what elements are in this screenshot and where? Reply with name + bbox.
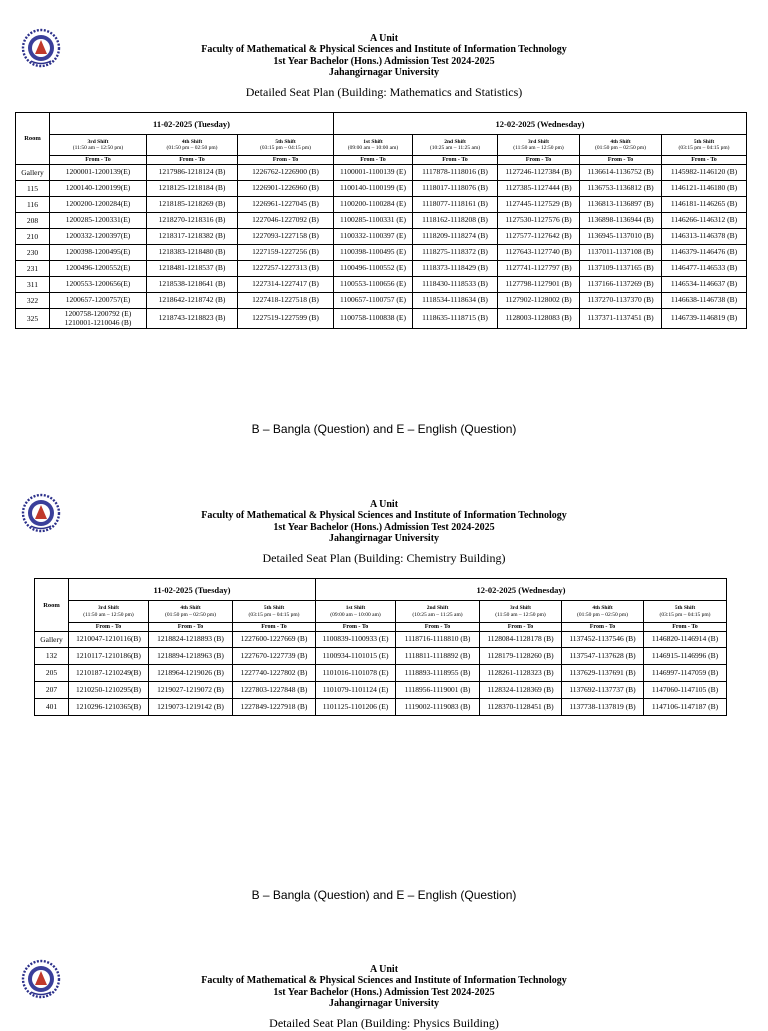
roll-range-cell: 1210187-1210249(B)	[69, 665, 149, 682]
from-to-header: From - To	[50, 156, 147, 165]
roll-range-cell: 1210047-1210116(B)	[69, 632, 149, 648]
roll-range-cell: 1118430-1118533 (B)	[413, 277, 498, 293]
from-to-header: From - To	[413, 156, 498, 165]
document-header	[0, 964, 768, 1010]
from-to-header: From - To	[562, 623, 644, 632]
roll-range-cell: 1127643-1127740 (B)	[498, 245, 580, 261]
roll-range-cell: 1146121-1146180 (B)	[662, 181, 747, 197]
shift-header: 1st Shift (09:00 am – 10:00 am)	[316, 601, 396, 623]
roll-range-cell: 1219027-1219072 (B)	[149, 682, 233, 699]
roll-range-cell: 1218743-1218823 (B)	[147, 309, 238, 329]
shift-header: 3rd Shift (11:50 am – 12:50 pm)	[498, 135, 580, 156]
roll-range-cell: 1119002-1119083 (B)	[396, 699, 480, 716]
roll-range-cell: 1200496-1200552(E)	[50, 261, 147, 277]
test-name: 1st Year Bachelor (Hons.) Admission Test 2024-2025	[273, 55, 495, 67]
roll-range-cell: 1128324-1128369 (B)	[480, 682, 562, 699]
roll-range-cell: 1137692-1137737 (B)	[562, 682, 644, 699]
roll-range-cell: 1145982-1146120 (B)	[662, 165, 747, 181]
roll-range-cell: 1100140-1100199 (E)	[334, 181, 413, 197]
from-to-header: From - To	[480, 623, 562, 632]
roll-range-cell: 1137629-1137691 (B)	[562, 665, 644, 682]
page-title: Detailed Seat Plan (Building: Physics Building)	[269, 1016, 499, 1030]
room-number: 205	[35, 665, 69, 682]
roll-range-cell: 1137011-1137108 (B)	[580, 245, 662, 261]
roll-range-cell: 1100285-1100331 (E)	[334, 213, 413, 229]
from-to-header: From - To	[580, 156, 662, 165]
roll-range-cell: 1127246-1127384 (B)	[498, 165, 580, 181]
roll-range-cell: 1146477-1146533 (B)	[662, 261, 747, 277]
room-number: 207	[35, 682, 69, 699]
roll-range-cell: 1146181-1146265 (B)	[662, 197, 747, 213]
roll-range-cell: 1118373-1118429 (B)	[413, 261, 498, 277]
roll-range-cell: 1146915-1146996 (B)	[644, 648, 727, 665]
roll-range-cell: 1136813-1136897 (B)	[580, 197, 662, 213]
roll-range-cell: 1200001-1200139(E)	[50, 165, 147, 181]
date-header-tuesday: 11-02-2025 (Tuesday)	[69, 579, 316, 601]
roll-range-cell: 1100200-1100284 (E)	[334, 197, 413, 213]
room-number: 401	[35, 699, 69, 716]
university-name: Jahangirnagar University	[328, 998, 440, 1010]
roll-range-cell: 1118077-1118161 (B)	[413, 197, 498, 213]
roll-range-cell: 1128261-1128323 (B)	[480, 665, 562, 682]
shift-header: 3rd Shift (11:50 am – 12:50 pm)	[50, 135, 147, 156]
university-name: Jahangirnagar University	[328, 67, 440, 79]
room-number: Gallery	[16, 165, 50, 181]
roll-range-cell: 1118811-1118892 (B)	[396, 648, 480, 665]
university-name: Jahangirnagar University	[328, 533, 440, 545]
roll-range-cell: 1128003-1128083 (B)	[498, 309, 580, 329]
roll-range-cell: 1210250-1210295(B)	[69, 682, 149, 699]
room-number: 311	[16, 277, 50, 293]
date-header-wednesday: 12-02-2025 (Wednesday)	[316, 579, 727, 601]
test-name: 1st Year Bachelor (Hons.) Admission Test 2024-2025	[273, 521, 495, 533]
table-row	[16, 245, 747, 261]
roll-range-cell: 1227519-1227599 (B)	[238, 309, 334, 329]
shift-header: 4th Shift (01:50 pm – 02:50 pm)	[562, 601, 644, 623]
faculty-name: Faculty of Mathematical & Physical Sciences and Institute of Information Technology	[201, 44, 567, 56]
roll-range-cell: 1137166-1137269 (B)	[580, 277, 662, 293]
roll-range-cell: 1118534-1118634 (B)	[413, 293, 498, 309]
unit-name: A Unit	[369, 33, 399, 44]
legend-note: B – Bangla (Question) and E – English (Question)	[251, 422, 517, 436]
roll-range-cell: 1127577-1127642 (B)	[498, 229, 580, 245]
roll-range-cell: 1127798-1127901 (B)	[498, 277, 580, 293]
roll-range-cell: 1118162-1118208 (B)	[413, 213, 498, 229]
roll-range-cell: 1137109-1137165 (B)	[580, 261, 662, 277]
roll-range-cell: 1218383-1218480 (B)	[147, 245, 238, 261]
from-to-header: From - To	[662, 156, 747, 165]
roll-range-cell: 1227314-1227417 (B)	[238, 277, 334, 293]
roll-range-cell: 1218824-1218893 (B)	[149, 632, 233, 648]
roll-range-cell: 1146638-1146738 (B)	[662, 293, 747, 309]
table-row	[16, 309, 747, 329]
shift-header: 3rd Shift (11:50 am – 12:50 pm)	[69, 601, 149, 623]
table-row	[35, 632, 727, 648]
room-number: 210	[16, 229, 50, 245]
from-to-header: From - To	[334, 156, 413, 165]
room-number: Gallery	[35, 632, 69, 648]
roll-range-cell: 1136753-1136812 (B)	[580, 181, 662, 197]
room-number: 325	[16, 309, 50, 329]
faculty-name: Faculty of Mathematical & Physical Sciences and Institute of Information Technology	[201, 975, 567, 987]
roll-range-cell: 1227418-1227518 (B)	[238, 293, 334, 309]
table-row	[16, 213, 747, 229]
roll-range-cell: 1127445-1127529 (B)	[498, 197, 580, 213]
table-row	[35, 648, 727, 665]
roll-range-cell: 1100657-1100757 (E)	[334, 293, 413, 309]
roll-range-cell: 1128370-1128451 (B)	[480, 699, 562, 716]
roll-range-cell: 1100496-1100552 (E)	[334, 261, 413, 277]
roll-range-cell: 1136898-1136944 (B)	[580, 213, 662, 229]
table-row	[35, 682, 727, 699]
roll-range-cell: 1200285-1200331(E)	[50, 213, 147, 229]
room-number: 230	[16, 245, 50, 261]
table-row	[16, 197, 747, 213]
roll-range-cell: 1128179-1128260 (B)	[480, 648, 562, 665]
roll-range-cell: 1218964-1219026 (B)	[149, 665, 233, 682]
roll-range-cell: 1100001-1100139 (E)	[334, 165, 413, 181]
table-row	[16, 181, 747, 197]
roll-range-cell: 1226762-1226900 (B)	[238, 165, 334, 181]
roll-range-cell: 1100758-1100838 (E)	[334, 309, 413, 329]
from-to-header: From - To	[69, 623, 149, 632]
table-row	[16, 277, 747, 293]
roll-range-cell: 1200758-1200792 (E) 1210001-1210046 (B)	[50, 309, 147, 329]
roll-range-cell: 1200140-1200199(E)	[50, 181, 147, 197]
roll-range-cell: 1146313-1146378 (B)	[662, 229, 747, 245]
table-row	[16, 293, 747, 309]
roll-range-cell: 1227046-1227092 (B)	[238, 213, 334, 229]
date-header-tuesday: 11-02-2025 (Tuesday)	[50, 113, 334, 135]
roll-range-cell: 1146534-1146637 (B)	[662, 277, 747, 293]
roll-range-cell: 1117878-1118016 (B)	[413, 165, 498, 181]
roll-range-cell: 1200657-1200757(E)	[50, 293, 147, 309]
roll-range-cell: 1127530-1127576 (B)	[498, 213, 580, 229]
room-header: Room	[16, 113, 50, 165]
roll-range-cell: 1147060-1147105 (B)	[644, 682, 727, 699]
from-to-header: From - To	[644, 623, 727, 632]
table-row	[16, 229, 747, 245]
roll-range-cell: 1146739-1146819 (B)	[662, 309, 747, 329]
from-to-header: From - To	[316, 623, 396, 632]
roll-range-cell: 1118716-1118810 (B)	[396, 632, 480, 648]
shift-header: 3rd Shift (11:50 am – 12:50 pm)	[480, 601, 562, 623]
roll-range-cell: 1227740-1227802 (B)	[233, 665, 316, 682]
roll-range-cell: 1146266-1146312 (B)	[662, 213, 747, 229]
room-number: 208	[16, 213, 50, 229]
roll-range-cell: 1127902-1128002 (B)	[498, 293, 580, 309]
legend-note: B – Bangla (Question) and E – English (Question)	[251, 888, 517, 902]
document-header	[0, 33, 768, 79]
roll-range-cell: 1226961-1227045 (B)	[238, 197, 334, 213]
shift-header: 4th Shift (01:50 pm – 02:50 pm)	[147, 135, 238, 156]
room-number: 231	[16, 261, 50, 277]
roll-range-cell: 1137547-1137628 (B)	[562, 648, 644, 665]
from-to-header: From - To	[238, 156, 334, 165]
roll-range-cell: 1100332-1100397 (E)	[334, 229, 413, 245]
room-number: 115	[16, 181, 50, 197]
roll-range-cell: 1118635-1118715 (B)	[413, 309, 498, 329]
shift-header: 4th Shift (01:50 pm – 02:50 pm)	[580, 135, 662, 156]
roll-range-cell: 1227159-1227256 (B)	[238, 245, 334, 261]
roll-range-cell: 1147106-1147187 (B)	[644, 699, 727, 716]
seat-plan-table	[34, 578, 727, 716]
roll-range-cell: 1118956-1119001 (B)	[396, 682, 480, 699]
shift-header: 5th Shift (03:15 pm – 04:15 pm)	[644, 601, 727, 623]
roll-range-cell: 1227257-1227313 (B)	[238, 261, 334, 277]
faculty-name: Faculty of Mathematical & Physical Sciences and Institute of Information Technology	[201, 510, 567, 522]
roll-range-cell: 1200398-1200495(E)	[50, 245, 147, 261]
test-name: 1st Year Bachelor (Hons.) Admission Test 2024-2025	[273, 986, 495, 998]
roll-range-cell: 1227600-1227669 (B)	[233, 632, 316, 648]
roll-range-cell: 1137270-1137370 (B)	[580, 293, 662, 309]
room-header: Room	[35, 579, 69, 632]
room-number: 116	[16, 197, 50, 213]
shift-header: 5th Shift (03:15 pm – 04:15 pm)	[233, 601, 316, 623]
table-row	[16, 165, 747, 181]
roll-range-cell: 1127741-1127797 (B)	[498, 261, 580, 277]
roll-range-cell: 1146997-1147059 (B)	[644, 665, 727, 682]
roll-range-cell: 1218642-1218742 (B)	[147, 293, 238, 309]
roll-range-cell: 1146820-1146914 (B)	[644, 632, 727, 648]
roll-range-cell: 1200200-1200284(E)	[50, 197, 147, 213]
roll-range-cell: 1118017-1118076 (B)	[413, 181, 498, 197]
roll-range-cell: 1218894-1218963 (B)	[149, 648, 233, 665]
roll-range-cell: 1218185-1218269 (B)	[147, 197, 238, 213]
roll-range-cell: 1227670-1227739 (B)	[233, 648, 316, 665]
roll-range-cell: 1127385-1127444 (B)	[498, 181, 580, 197]
seat-plan-table	[15, 112, 747, 329]
shift-header: 5th Shift (03:15 pm – 04:15 pm)	[662, 135, 747, 156]
roll-range-cell: 1100839-1100933 (E)	[316, 632, 396, 648]
page-title: Detailed Seat Plan (Building: Chemistry Building)	[262, 551, 506, 565]
roll-range-cell: 1100553-1100656 (E)	[334, 277, 413, 293]
roll-range-cell: 1118275-1118372 (B)	[413, 245, 498, 261]
roll-range-cell: 1100934-1101015 (E)	[316, 648, 396, 665]
roll-range-cell: 1218481-1218537 (B)	[147, 261, 238, 277]
roll-range-cell: 1226901-1226960 (B)	[238, 181, 334, 197]
document-header	[0, 499, 768, 545]
roll-range-cell: 1218317-1218382 (B)	[147, 229, 238, 245]
roll-range-cell: 1218538-1218641 (B)	[147, 277, 238, 293]
from-to-header: From - To	[149, 623, 233, 632]
from-to-header: From - To	[498, 156, 580, 165]
unit-name: A Unit	[369, 964, 399, 975]
roll-range-cell: 1200553-1200656(E)	[50, 277, 147, 293]
roll-range-cell: 1218270-1218316 (B)	[147, 213, 238, 229]
roll-range-cell: 1128084-1128178 (B)	[480, 632, 562, 648]
roll-range-cell: 1200332-1200397(E)	[50, 229, 147, 245]
roll-range-cell: 1217986-1218124 (B)	[147, 165, 238, 181]
roll-range-cell: 1101079-1101124 (E)	[316, 682, 396, 699]
roll-range-cell: 1137738-1137819 (B)	[562, 699, 644, 716]
roll-range-cell: 1218125-1218184 (B)	[147, 181, 238, 197]
page-title: Detailed Seat Plan (Building: Mathematics and Statistics)	[245, 85, 523, 99]
roll-range-cell: 1227849-1227918 (B)	[233, 699, 316, 716]
roll-range-cell: 1210296-1210365(B)	[69, 699, 149, 716]
roll-range-cell: 1227093-1227158 (B)	[238, 229, 334, 245]
shift-header: 1st Shift (09:00 am – 10:00 am)	[334, 135, 413, 156]
roll-range-cell: 1101016-1101078 (E)	[316, 665, 396, 682]
roll-range-cell: 1136614-1136752 (B)	[580, 165, 662, 181]
roll-range-cell: 1219073-1219142 (B)	[149, 699, 233, 716]
from-to-header: From - To	[233, 623, 316, 632]
shift-header: 4th Shift (01:50 pm – 02:50 pm)	[149, 601, 233, 623]
roll-range-cell: 1210117-1210186(B)	[69, 648, 149, 665]
from-to-header: From - To	[147, 156, 238, 165]
table-row	[16, 261, 747, 277]
roll-range-cell: 1227803-1227848 (B)	[233, 682, 316, 699]
roll-range-cell: 1118893-1118955 (B)	[396, 665, 480, 682]
table-row	[35, 699, 727, 716]
date-header-wednesday: 12-02-2025 (Wednesday)	[334, 113, 747, 135]
roll-range-cell: 1137452-1137546 (B)	[562, 632, 644, 648]
room-number: 322	[16, 293, 50, 309]
room-number: 132	[35, 648, 69, 665]
roll-range-cell: 1100398-1100495 (E)	[334, 245, 413, 261]
shift-header: 2nd Shift (10:25 am – 11:25 am)	[413, 135, 498, 156]
shift-header: 2nd Shift (10:25 am – 11:25 am)	[396, 601, 480, 623]
roll-range-cell: 1146379-1146476 (B)	[662, 245, 747, 261]
shift-header: 5th Shift (03:15 pm – 04:15 pm)	[238, 135, 334, 156]
roll-range-cell: 1118209-1118274 (B)	[413, 229, 498, 245]
table-row	[35, 665, 727, 682]
roll-range-cell: 1101125-1101206 (E)	[316, 699, 396, 716]
roll-range-cell: 1136945-1137010 (B)	[580, 229, 662, 245]
unit-name: A Unit	[369, 499, 399, 510]
roll-range-cell: 1137371-1137451 (B)	[580, 309, 662, 329]
from-to-header: From - To	[396, 623, 480, 632]
